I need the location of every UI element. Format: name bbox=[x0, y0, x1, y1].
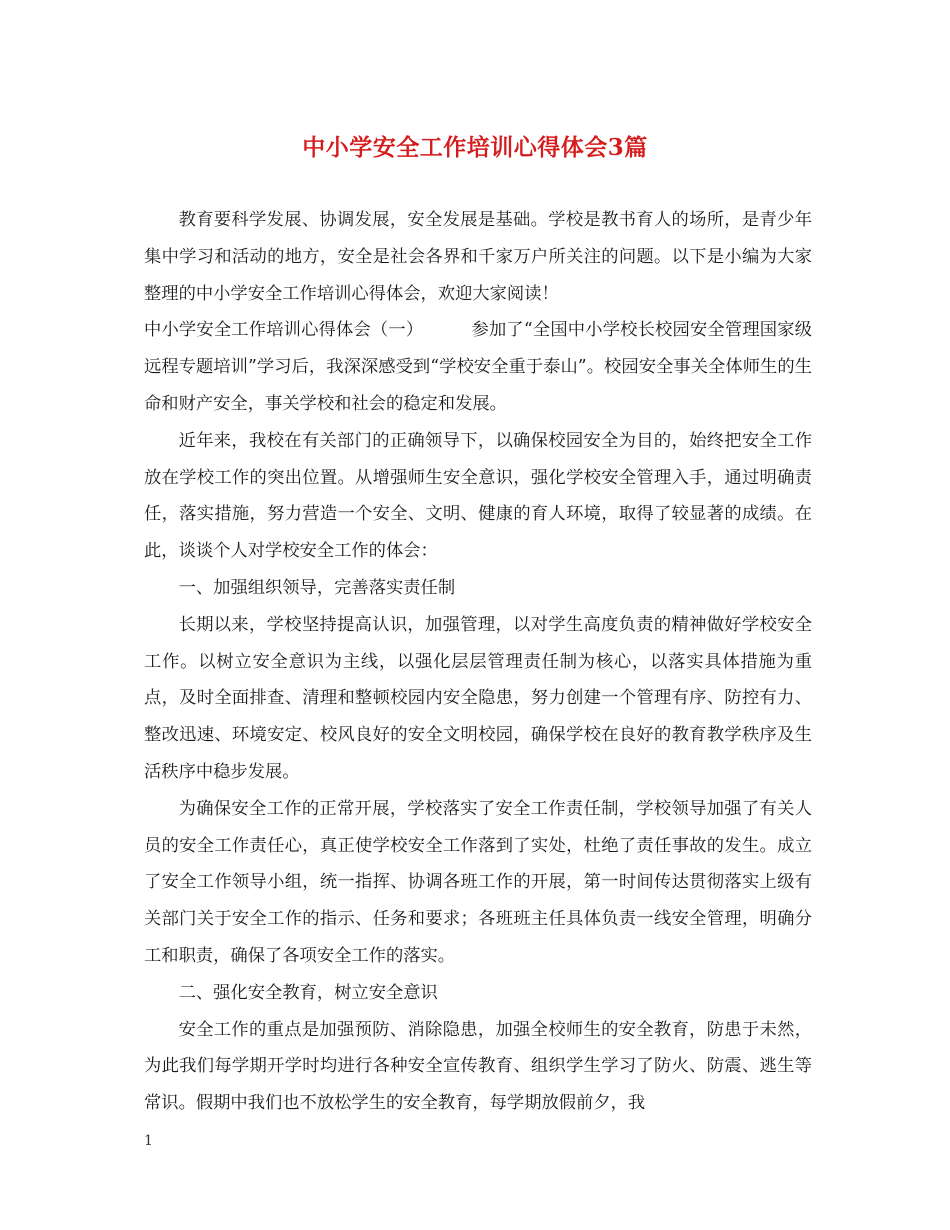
body-paragraph: 为确保安全工作的正常开展，学校落实了安全工作责任制，学校领导加强了有关人员的安全工作责任心，真正使学校安全工作落到了实处，杜绝了责任事故的发生。成立了安全工作领导小组，统一指挥、协调各班工作的开展，第一时间传达贯彻落实上级有关部门关于安全工作的指示、任务和要求；各班班主任具体负责一线安全管理，明确分工和职责，确保了各项安全工作的落实。 bbox=[144, 798, 812, 966]
body-paragraph: 长期以来，学校坚持提高认识，加强管理，以对学生高度负责的精神做好学校安全工作。以树立安全意识为主线，以强化层层管理责任制为核心，以落实具体措施为重点，及时全面排查、清理和整顿校园内安全隐患，努力创建一个管理有序、防控有力、整改迅速、环境安定、校风良好的安全文明校园，确保学校在良好的教育教学秩序及生活秩序中稳步发展。 bbox=[144, 614, 812, 782]
section-one-paragraph bbox=[144, 312, 812, 422]
section-one-heading: 中小学安全工作培训心得体会（一） bbox=[144, 320, 424, 341]
page-number: 1 bbox=[144, 1133, 153, 1149]
section-heading: 一、加强组织领导，完善落实责任制 bbox=[178, 577, 456, 598]
section-one-text: 参加了“全国中小学校长校园安全管理国家级远程专题培训”学习后，我深深感受到“学校安全重于泰山”。校园安全事关全体师生的生命和财产安全，事关学校和社会的稳定和发展。 bbox=[144, 320, 812, 414]
body-paragraph: 安全工作的重点是加强预防、消除隐患，加强全校师生的安全教育，防患于未然，为此我们每学期开学时均进行各种安全宣传教育、组织学生学习了防火、防震、逃生等常识。假期中我们也不放松学生的安全教育，每学期放假前夕，我 bbox=[144, 1019, 812, 1114]
body-paragraph: 近年来，我校在有关部门的正确领导下，以确保校园安全为目的，始终把安全工作放在学校工作的突出位置。从增强师生安全意识，强化学校安全管理入手，通过明确责任，落实措施，努力营造一个安全、文明、健康的育人环境，取得了较显著的成绩。在此，谈谈个人对学校安全工作的体会： bbox=[144, 430, 812, 562]
section-heading: 二、强化安全教育，树立安全意识 bbox=[178, 982, 438, 1003]
page-title: 中小学安全工作培训心得体会3篇 bbox=[302, 134, 648, 161]
document-body bbox=[144, 202, 812, 1122]
intro-paragraph: 教育要科学发展、协调发展，安全发展是基础。学校是教书育人的场所，是青少年集中学习和活动的地方，安全是社会各界和千家万户所关注的问题。以下是小编为大家整理的中小学安全工作培训心得体会，欢迎大家阅读！ bbox=[144, 210, 812, 304]
